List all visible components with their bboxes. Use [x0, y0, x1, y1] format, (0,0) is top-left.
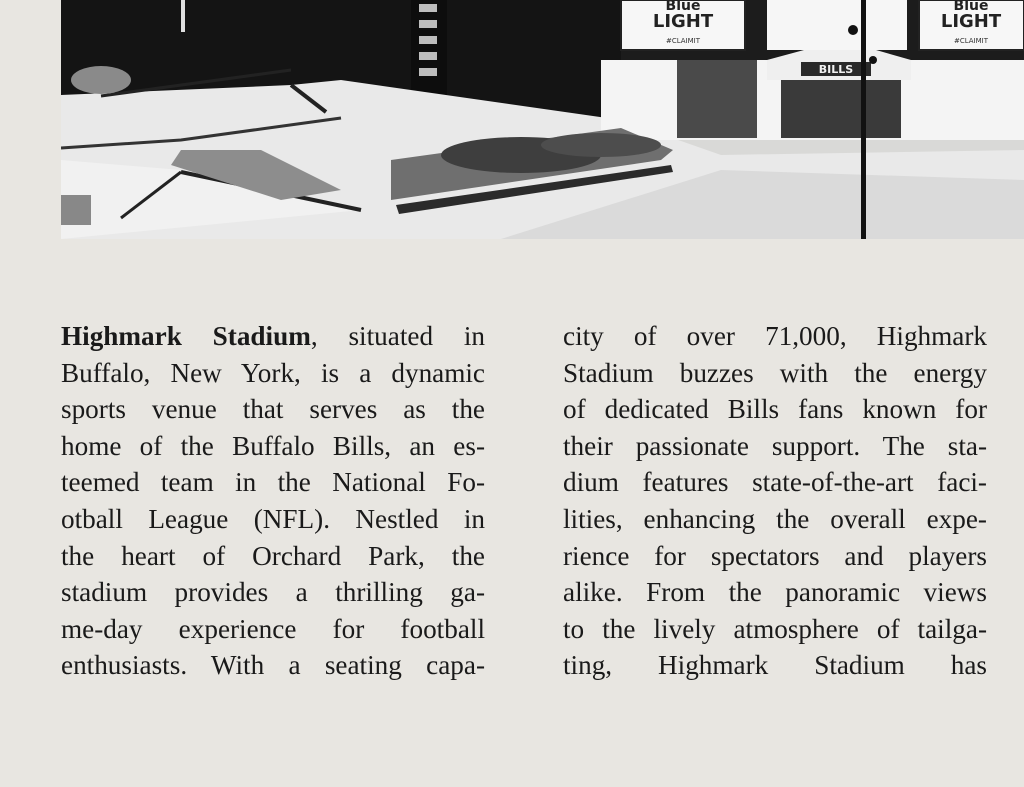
article-line: alike. From the panoramic views: [563, 577, 987, 608]
article-line: the heart of Orchard Park, the: [61, 540, 485, 571]
article-body: [61, 318, 988, 698]
article-line: otball League (NFL). Nestled in: [61, 503, 485, 534]
article-line: stadium provides a thrilling ga-: [61, 577, 485, 608]
billboard-right-main: LIGHT: [940, 11, 1002, 32]
article-column-right: [563, 318, 987, 684]
article-line-text: , situated in: [310, 321, 485, 351]
article-line: enthusiasts. With a seating capa-: [61, 650, 485, 681]
article-line: Buffalo, New York, is a dynamic: [61, 357, 485, 388]
billboard-right-sub: #CLAIMIT: [953, 37, 989, 45]
article-column-left: [61, 318, 485, 684]
article-line: to the lively atmosphere of tailga-: [563, 613, 987, 644]
article-line: me-day experience for football: [61, 613, 485, 644]
article-line: ting, Highmark Stadium has: [563, 650, 987, 681]
article-line: teemed team in the National Fo-: [61, 467, 485, 498]
stadium-photo: [61, 0, 1024, 239]
billboard-right-top: Blue: [953, 0, 989, 14]
article-line: [61, 318, 485, 355]
article-line: sports venue that serves as the: [61, 394, 485, 425]
billboard-left-top: Blue: [665, 0, 701, 14]
billboard-left-main: LIGHT: [652, 11, 714, 32]
article-bold-lead: Highmark Stadium: [61, 321, 311, 351]
article-line: their passionate support. The sta-: [563, 430, 987, 461]
article-line: rience for spectators and players: [563, 540, 987, 571]
article-line: home of the Buffalo Bills, an es-: [61, 430, 485, 461]
article-line: Stadium buzzes with the energy: [563, 357, 987, 388]
article-line: of dedicated Bills fans known for: [563, 394, 987, 425]
article-line: city of over 71,000, Highmark: [563, 321, 987, 351]
billboard-left-sub: #CLAIMIT: [665, 37, 701, 45]
article-line: dium features state-of-the-art faci-: [563, 467, 987, 498]
canopy-sign: BILLS: [818, 63, 854, 76]
article-line: lities, enhancing the overall expe-: [563, 503, 987, 534]
stadium-photo-drawing: [61, 0, 1024, 239]
